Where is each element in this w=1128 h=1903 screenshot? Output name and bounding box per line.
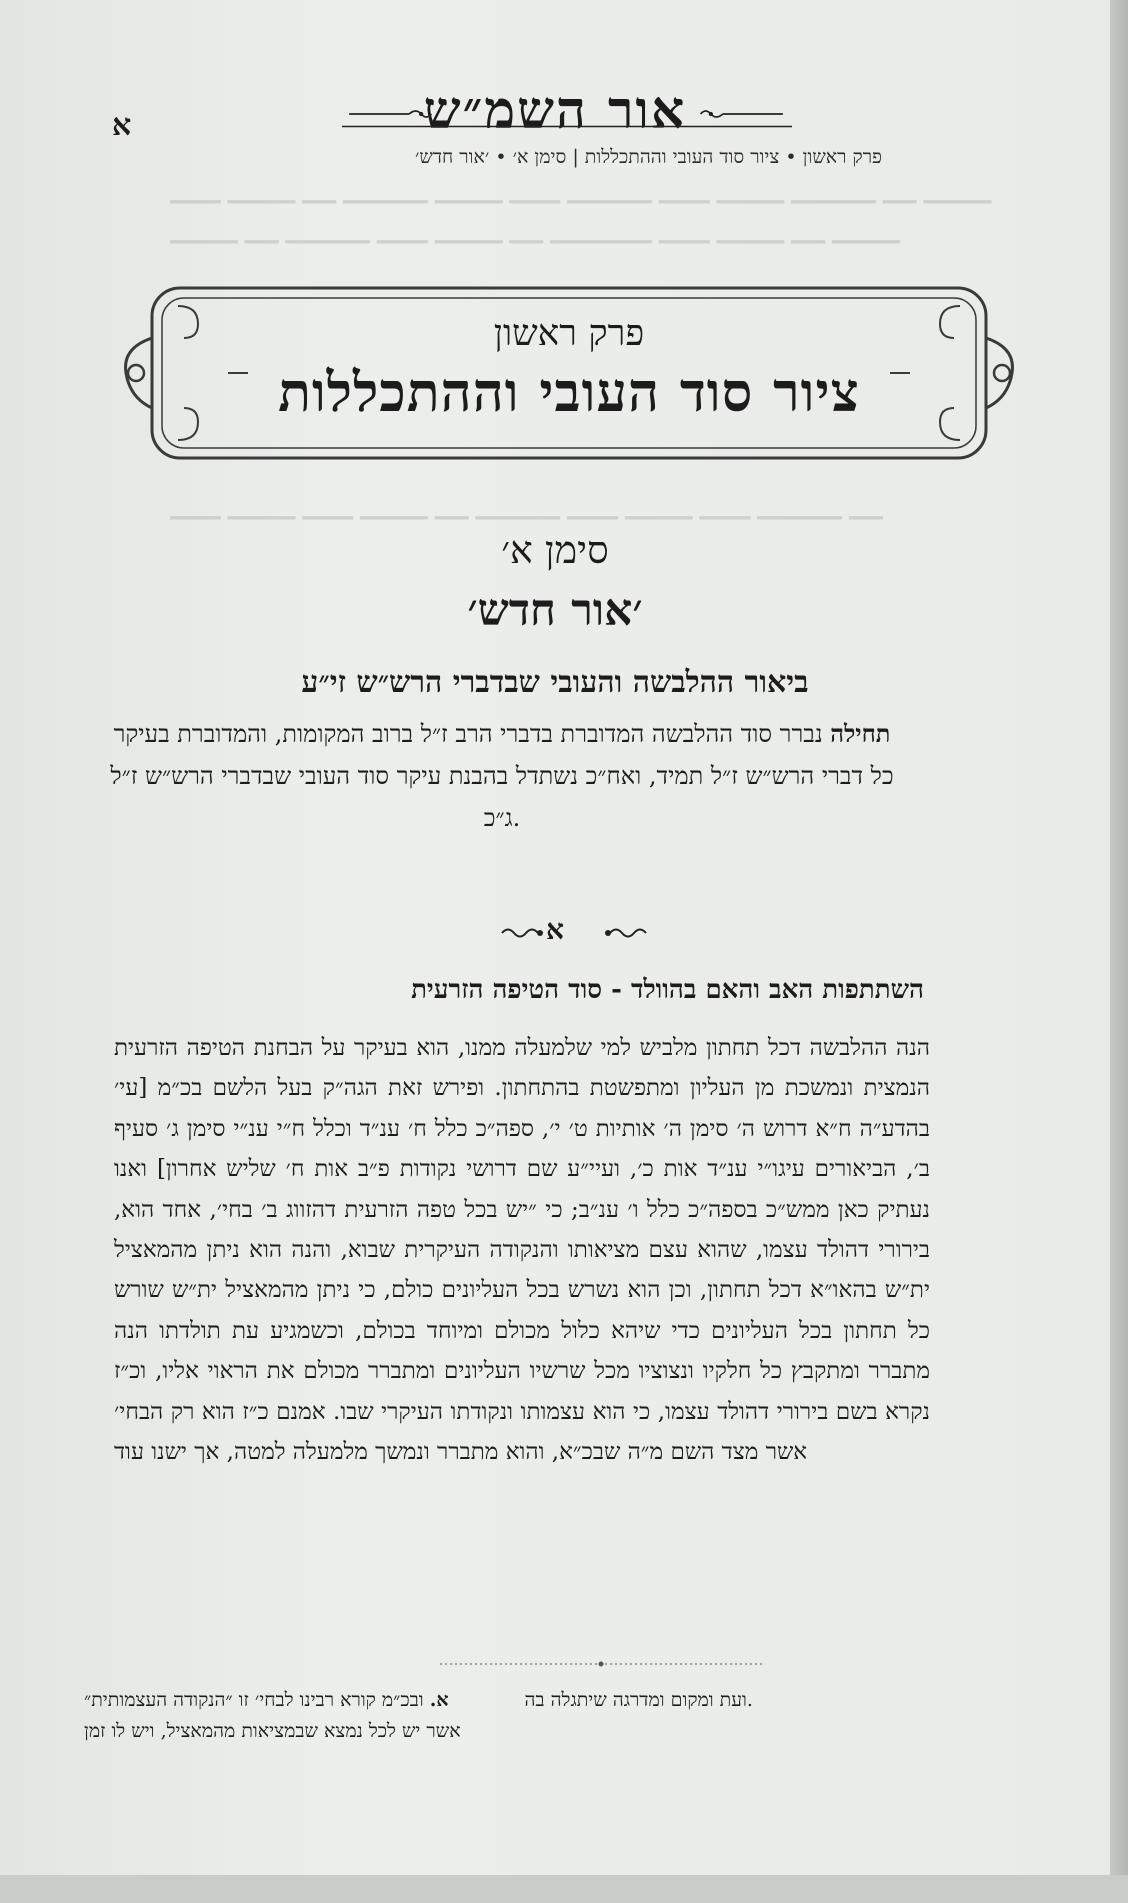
body-text: [114, 1028, 930, 1472]
header-rule: [342, 125, 792, 128]
running-title: אור השמ״ש: [423, 80, 687, 141]
running-subtitle: פרק ראשון • ציור סוד העובי וההתכללות | סימן א׳ • ׳אור חדש׳: [415, 146, 882, 168]
bleed-through: ▁▁▁ ▁▁▁▁ ▁▁ ▁▁▁▁▁ ▁▁▁▁ ▁▁▁ ▁▁▁▁▁ ▁▁▁ ▁▁▁▁ ▁▁▁▁▁ ▁▁ ▁▁▁▁: [170, 179, 992, 204]
section-mark: א: [546, 913, 564, 946]
section-heading: השתתפות האב והאם בהוולד - סוד הטיפה הזרעית: [411, 975, 924, 1005]
intro-paragraph: [102, 713, 902, 839]
intro-heading: ביאור ההלבשה והעובי שבדברי הרש״ש זי״ע: [301, 665, 809, 700]
bottom-background: [0, 1875, 1128, 1903]
bleed-through: ▁▁▁ ▁▁▁▁ ▁▁▁ ▁▁▁▁ ▁▁ ▁▁▁▁▁ ▁▁▁ ▁▁▁▁ ▁▁▁ ▁▁▁▁▁ ▁▁: [170, 495, 883, 520]
section-ornament-right: [602, 926, 648, 940]
footnote-rule: [440, 1660, 762, 1668]
footnote-mark: א.: [429, 1689, 449, 1711]
header-ornament-left: [342, 108, 442, 120]
body-paragraph: הנה ההלבשה דכל תחתון מלביש למי שלמעלה ממנו, הוא בעיקר על הבחנת הטיפה הזרעית הנמצית ונמשכת מן העליון ומתפשטת בהתחתון. ופירש זאת הגה״ק בעל הלשם בכ״מ [עי׳ בהדע״ה ח״א דרוש ה׳ סימן ה׳ אותיות ט׳ י׳, ספה״כ כלל ח׳ ענ״ד וכלל ח״י ענ״י סימן ג׳ סעיף ב׳, הביאורים עיגו״י ענ״ד אות כ׳, ועיי״ע שם דרושי נקודות פ״ב אות ח׳ שליש אחרון] ואנו נעתיק כאן ממש״כ בספה״כ כלל ו׳ ענ״ב; כי ״יש בכל טפה הזרעית דהזווג ב׳ בחי׳, אחד הוא, בירורי דהולד עצמו, שהוא עצם מציאותו והנקודה העיקרית שבוא, והנה הוא ניתן מהמאציל ית״ש בהאו״א דכל תחתון, וכן הוא נשרש בכל העליונים כולם, כי ניתן מהמאציל ית״ש שורש כל תחתון בכל העליונים כדי שיהא כלול מכולם ומיוחד בכולם, וכשמגיע עת תולדתו הנה מתברר ומתקבץ כל חלקיו ונצוציו מכל שרשיו העליונים ומתברר מכולם את הראוי אליו, וכ״ז נקרא בשם בירורי דהולד עצמו, כי הוא עצמותו ונקודתו העיקרי שבו. אמנם כ״ז הוא רק הבחי׳ אשר מצד השם מ״ה שבכ״א, והוא מתברר ונמשך מלמעלה למטה, אך ישנו עוד: [114, 1035, 930, 1466]
intro-lead-word: תחילה: [830, 719, 891, 748]
footnote: [84, 1685, 929, 1751]
intro-text: נברר סוד ההלבשה המדוברת בדברי הרב ז״ל ברוב המקומות, והמדוברת בעיקר כל דברי הרש״ש ז״ל תמיד, ואח״כ נשתדל בהבנת עיקר סוד העובי שבדברי הרש״ש ז״ל ג״כ.: [110, 720, 894, 832]
chapter-label: פרק ראשון: [493, 313, 645, 354]
footnote-text: ובכ״מ קורא רבינו לבחי׳ זו ״הנקודה העצמותית״ אשר יש לכל נמצא שבמציאות מהמאציל, ויש לו זמן ועת ומקום ומדרגה שיתגלה בה.: [84, 1689, 753, 1742]
page-edge: [1110, 0, 1128, 1903]
chapter-title: ציור סוד העובי וההתכללות: [278, 360, 860, 424]
page-number: א: [112, 108, 132, 143]
siman-label: סימן א׳: [501, 528, 609, 572]
bleed-through: ▁▁▁▁ ▁▁ ▁▁▁▁▁ ▁▁▁ ▁▁▁▁ ▁▁ ▁▁▁▁▁▁ ▁▁▁ ▁▁▁▁ ▁▁ ▁▁▁▁: [170, 219, 900, 244]
siman-title: ׳אור חדש׳: [467, 585, 643, 636]
header-ornament-right: [690, 108, 790, 120]
